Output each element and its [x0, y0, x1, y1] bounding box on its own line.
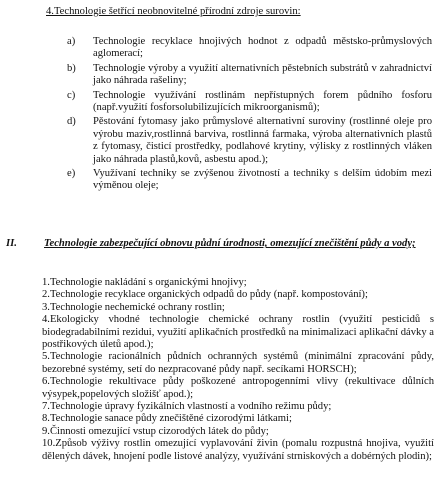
item-marker: d) [67, 116, 76, 128]
item-marker: e) [67, 168, 76, 180]
list-item [67, 89, 432, 115]
item-text: Technologie výroby a využití alternativních pěstebních substrátů v zahradnictví jako náhrada rašeliny; [93, 62, 432, 87]
list-item: 5.Technologie racionálních půdních ochranných systémů (minimální zpracování půdy, bezorebné systémy, setí do nezpracované půdy např. secíkami HORSCH); [42, 351, 434, 375]
section-title: Technologie zabezpečující obnovu půdní úrodnosti, omezující znečištění půdy a vody; [44, 238, 416, 249]
list-item: 6.Technologie rekultivace půdy poškozené antropogenními vlivy (rekultivace důlních výsypek,popelových složišť apod.); [42, 376, 434, 400]
item-marker: a) [67, 36, 76, 47]
item-marker: c) [67, 89, 76, 101]
item-text: Využívaní techniky se zvýšenou životností a techniky s delším údobím mezi výměnou oleje; [93, 168, 432, 192]
list-item: 2.Technologie recyklace organických odpadů do půdy (např. kompostování); [42, 289, 368, 301]
item-text: Technologie využívání rostlinám nepřístupných forem půdního fosforu (např.využití fosforsolubilizujících mikroorganismů); [93, 89, 432, 114]
list-item [67, 36, 432, 61]
item-text: Technologie recyklace hnojivých hodnot z odpadů městsko-průmyslových aglomerací; [93, 36, 432, 60]
item-marker: b) [67, 62, 76, 74]
list-item [67, 116, 432, 166]
list-item: 8.Technologie sanace půdy znečištěné cizorodými látkami; [42, 413, 292, 425]
section-number: II. [6, 238, 17, 249]
item-text: Pěstování fytomasy jako průmyslové alternativní suroviny (rostlinné oleje pro výrobu maziv,rostlinná barviva, rostlinná farmaka, výroba alternativních plastů z fytomasy, čisticí prostředky, podlahové krytiny, výlisky z rostlinných vláken jako náhrada plastů,kovů, asbestu apod.); [93, 116, 432, 165]
list-item: 3.Technologie nechemické ochrany rostlin; [42, 301, 225, 313]
list-item [67, 62, 432, 88]
list-item [67, 168, 432, 193]
list-item: 9.Činnosti omezující vstup cizorodých látek do půdy; [42, 425, 269, 437]
section-4-heading: 4.Technologie šetřící neobnovitelné přírodní zdroje surovin: [46, 6, 301, 17]
list-item: 10.Způsob výživy rostlin omezující vyplavování živin (pomalu rozpustná hnojiva, využití dělených dávek, hnojení podle listové analýzy, využívání strniskových a dobérných plodin); [42, 438, 434, 462]
section-4-list [67, 36, 432, 195]
section-ii-list [42, 277, 434, 463]
list-item: 4.Ekologicky vhodné technologie chemické ochrany rostlin (využití pesticidů s biodegradabilními rezidui, využití aplikačních prostředků na minimalizaci aplikační dávky a postřikových úletů apod.); [42, 314, 434, 351]
list-item: 7.Technologie úpravy fyzikálních vlastností a vodního režimu půdy; [42, 401, 332, 413]
list-item: 1.Technologie nakládání s organickými hnojivy; [42, 277, 247, 288]
